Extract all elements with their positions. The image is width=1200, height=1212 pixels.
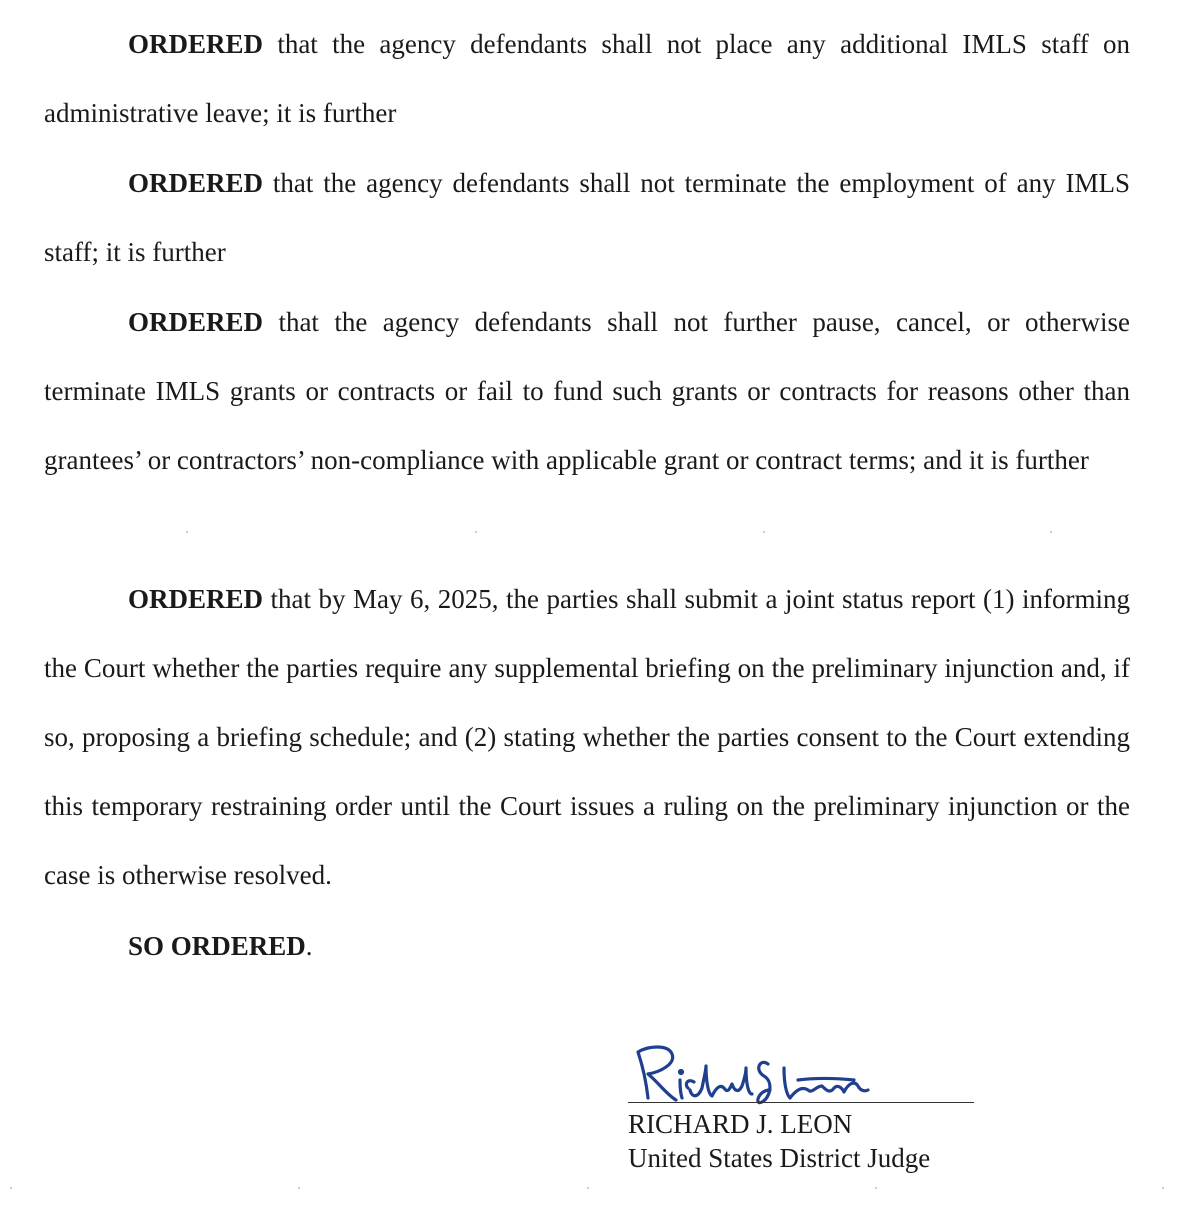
paragraph-text: that the agency defendants shall not place any additional IMLS staff on administrative leave; it is further [44, 29, 1130, 128]
order-paragraph-1 [44, 10, 1130, 148]
signature-block [600, 1020, 980, 1180]
scan-speck [475, 531, 477, 533]
scan-speck [763, 531, 765, 533]
scan-speck [298, 1187, 300, 1189]
scan-speck [1050, 531, 1052, 533]
scan-speck [1162, 1187, 1164, 1189]
order-paragraph-3 [44, 288, 1130, 495]
so-ordered-period: . [305, 931, 313, 961]
ordered-lead: ORDERED [128, 168, 264, 198]
scan-speck [875, 1187, 877, 1189]
judge-title: United States District Judge [628, 1143, 931, 1173]
ordered-lead: ORDERED [128, 307, 264, 337]
scan-speck [587, 1187, 589, 1189]
signature-line [628, 1102, 974, 1103]
scan-speck [186, 531, 188, 533]
scan-speck [10, 1187, 12, 1189]
paragraph-text: that the agency defendants shall not further pause, cancel, or otherwise terminate IMLS grants or contracts or fail to fund such grants or contracts for reasons other than grantees’ or contractors’ non-compliance with applicable grant or contract terms; and it is further [44, 307, 1130, 475]
ordered-lead: ORDERED [128, 29, 264, 59]
judge-name: RICHARD J. LEON [628, 1109, 853, 1139]
so-ordered-line [128, 924, 313, 968]
paragraph-text: that by May 6, 2025, the parties shall submit a joint status report (1) informing the Court whether the parties require any supplemental briefing on the preliminary injunction and, if so, proposing a briefing schedule; and (2) stating whether the parties consent to the Court extending this temporary restraining order until the Court issues a ruling on the preliminary injunction or the case is otherwise resolved. [44, 584, 1130, 890]
ordered-lead: ORDERED [128, 584, 264, 614]
order-paragraph-4 [44, 565, 1130, 910]
order-paragraph-2 [44, 149, 1130, 287]
so-ordered-lead: SO ORDERED [128, 931, 306, 961]
paragraph-text: that the agency defendants shall not terminate the employment of any IMLS staff; it is further [44, 168, 1130, 267]
